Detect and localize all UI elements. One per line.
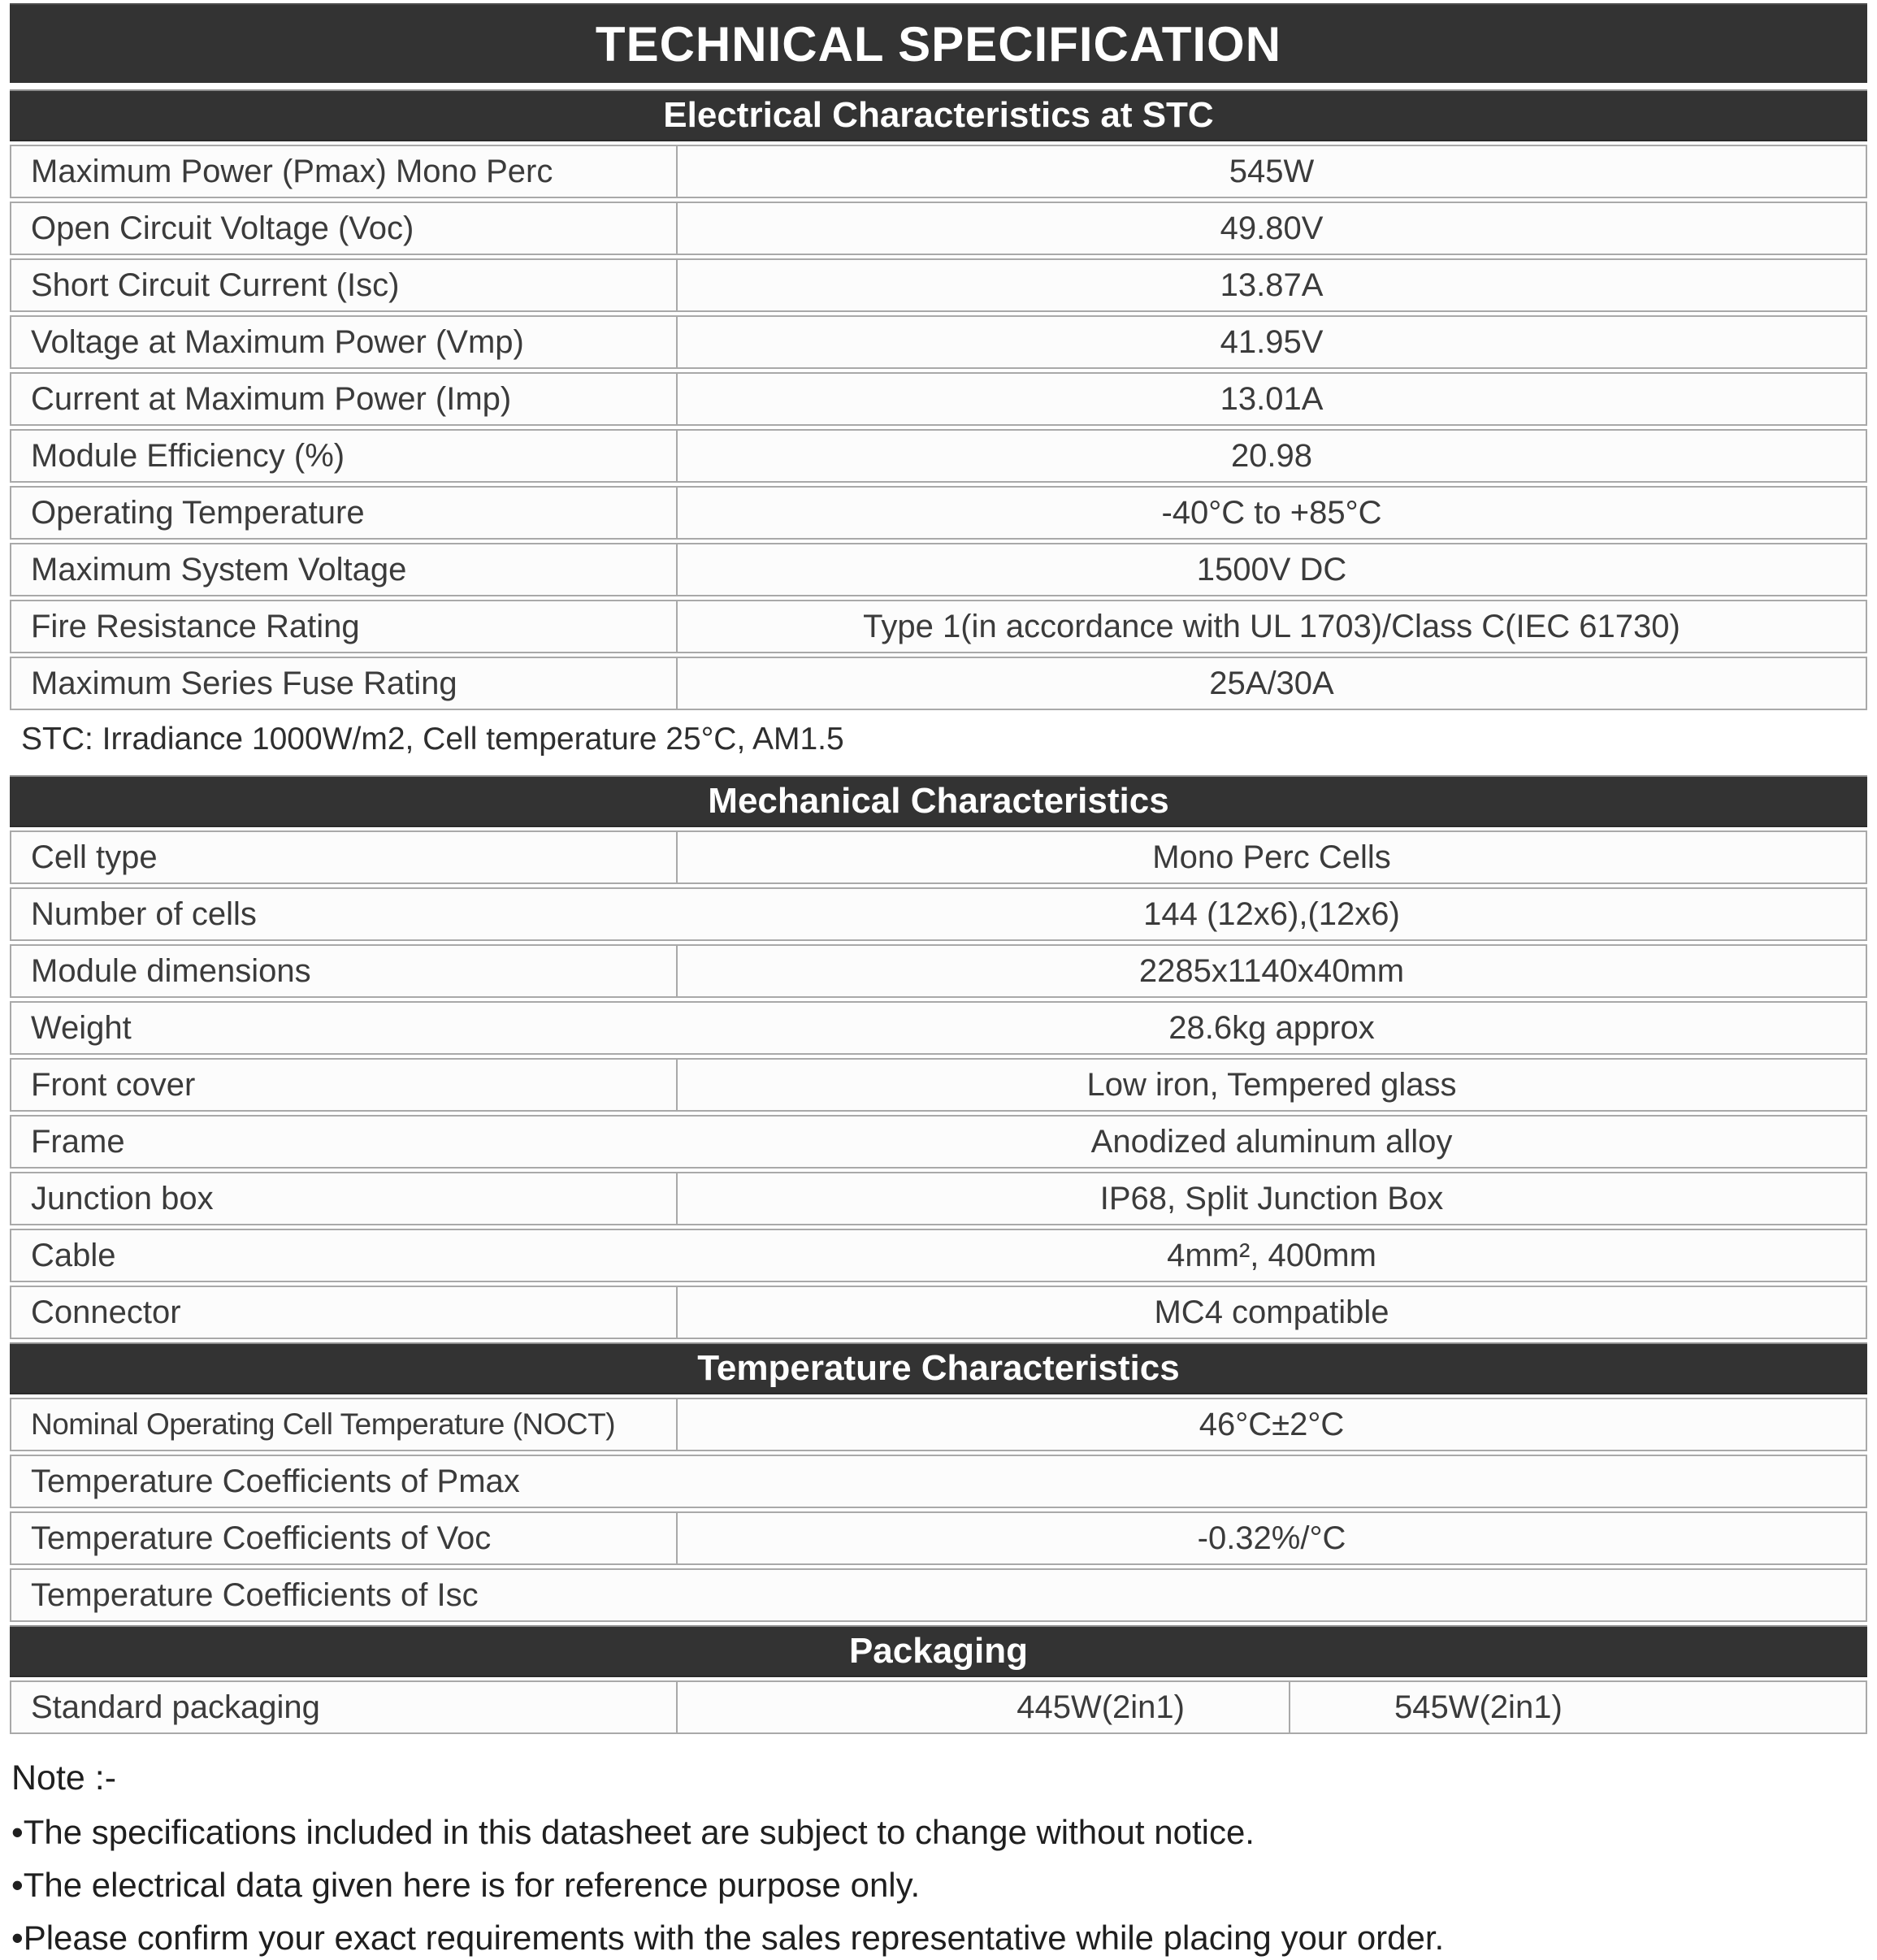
- row-label: Maximum Power (Pmax) Mono Perc: [31, 153, 553, 189]
- row-label: Operating Temperature: [31, 494, 365, 531]
- row-label: Temperature Coefficients of Voc: [31, 1520, 492, 1556]
- row-value: IP68, Split Junction Box: [676, 1173, 1866, 1224]
- stc-footnote: STC: Irradiance 1000W/m2, Cell temperature 25°C, AM1.5: [21, 722, 844, 757]
- section-header-mechanical: [10, 775, 1867, 827]
- table-row: [10, 1568, 1867, 1622]
- row-label: Temperature Coefficients of Pmax: [31, 1463, 520, 1499]
- row-label: Current at Maximum Power (Imp): [31, 380, 512, 417]
- row-value: 13.01A: [676, 374, 1866, 424]
- table-row: [10, 145, 1867, 198]
- table-row: [10, 1286, 1867, 1339]
- table-row: [10, 1511, 1867, 1565]
- row-label: Voltage at Maximum Power (Vmp): [31, 323, 524, 360]
- row-label: Temperature Coefficients of Isc: [31, 1576, 479, 1613]
- row-label: Connector: [31, 1294, 181, 1330]
- section-header-label: Electrical Characteristics at STC: [663, 95, 1214, 135]
- table-row: [10, 1172, 1867, 1225]
- section-header-temperature: [10, 1342, 1867, 1394]
- row-value: Anodized aluminum alloy: [1090, 1123, 1453, 1160]
- table-row: [10, 1058, 1867, 1112]
- row-value: 13.87A: [676, 260, 1866, 310]
- table-row: [10, 1455, 1867, 1508]
- row-label: Front cover: [31, 1066, 196, 1103]
- row-label: Junction box: [31, 1180, 214, 1216]
- row-value: 2285x1140x40mm: [676, 946, 1866, 996]
- row-value: 4mm², 400mm: [1167, 1237, 1376, 1273]
- row-label: Maximum System Voltage: [31, 551, 407, 588]
- row-value: 144 (12x6),(12x6): [1143, 895, 1400, 932]
- row-label: Number of cells: [31, 895, 257, 932]
- row-value: 46°C±2°C: [676, 1399, 1866, 1450]
- section-header-electrical: [10, 89, 1867, 141]
- section-header-label: Packaging: [848, 1631, 1029, 1671]
- table-row: [10, 258, 1867, 312]
- row-label: Maximum Series Fuse Rating: [31, 665, 457, 701]
- row-value: Mono Perc Cells: [676, 832, 1866, 882]
- row-label: Module dimensions: [31, 952, 311, 989]
- section-header-label: Mechanical Characteristics: [708, 781, 1169, 821]
- row-label: Standard packaging: [31, 1689, 320, 1725]
- packaging-value-545: 545W(2in1): [1289, 1682, 1866, 1732]
- table-row: [10, 1398, 1867, 1451]
- row-value: -0.32%/°C: [676, 1513, 1866, 1563]
- note-line: •Please confirm your exact requirements with the sales representative while placing your order.: [11, 1918, 1445, 1957]
- table-row: [10, 887, 1867, 941]
- section-header-label: Temperature Characteristics: [697, 1348, 1180, 1388]
- packaging-value-445: 445W(2in1): [676, 1682, 1289, 1732]
- notes-block: [11, 1758, 1866, 1960]
- row-value: 1500V DC: [676, 544, 1866, 595]
- row-value: 25A/30A: [676, 658, 1866, 709]
- table-row: [10, 429, 1867, 483]
- table-row: [10, 543, 1867, 596]
- row-label: Module Efficiency (%): [31, 437, 345, 474]
- row-label: Weight: [31, 1009, 132, 1046]
- table-row: [10, 372, 1867, 426]
- section-mechanical: [0, 775, 1877, 1339]
- note-line: •The specifications included in this datasheet are subject to change without notice.: [11, 1813, 1255, 1851]
- row-label: Frame: [31, 1123, 125, 1160]
- table-row: [10, 600, 1867, 653]
- note-line: •The electrical data given here is for reference purpose only.: [11, 1865, 921, 1904]
- page-title-bar: [10, 3, 1867, 83]
- row-value: 28.6kg approx: [1168, 1009, 1375, 1046]
- table-row: [10, 1229, 1867, 1282]
- row-value: Type 1(in accordance with UL 1703)/Class C(IEC 61730): [676, 601, 1866, 652]
- table-row: [10, 657, 1867, 710]
- row-value: 545W: [676, 146, 1866, 197]
- table-row: [10, 1115, 1867, 1169]
- row-value: -40°C to +85°C: [676, 488, 1866, 538]
- section-temperature: [0, 1342, 1877, 1622]
- notes-title: Note :-: [11, 1758, 117, 1797]
- row-label: Cell type: [31, 839, 158, 875]
- row-label: Cable: [31, 1237, 116, 1273]
- row-label: Fire Resistance Rating: [31, 608, 360, 644]
- table-row: [10, 944, 1867, 998]
- section-electrical: [0, 89, 1877, 764]
- row-label: Nominal Operating Cell Temperature (NOCT): [31, 1407, 616, 1441]
- table-row: [10, 830, 1867, 884]
- table-row: [10, 315, 1867, 369]
- section-packaging: [0, 1625, 1877, 1734]
- row-value: MC4 compatible: [676, 1287, 1866, 1338]
- row-value: 41.95V: [676, 317, 1866, 367]
- row-label: Short Circuit Current (Isc): [31, 267, 400, 303]
- packaging-row: [10, 1680, 1867, 1734]
- table-row: [10, 486, 1867, 540]
- section-header-packaging: [10, 1625, 1867, 1677]
- row-value: Low iron, Tempered glass: [676, 1060, 1866, 1110]
- row-value: 49.80V: [676, 203, 1866, 254]
- row-value: [676, 1570, 1866, 1620]
- row-value: 20.98: [676, 431, 1866, 481]
- table-row: [10, 202, 1867, 255]
- table-row: [10, 1001, 1867, 1055]
- row-value: [676, 1456, 1866, 1507]
- row-label: Open Circuit Voltage (Voc): [31, 210, 414, 246]
- page-title: TECHNICAL SPECIFICATION: [595, 16, 1282, 72]
